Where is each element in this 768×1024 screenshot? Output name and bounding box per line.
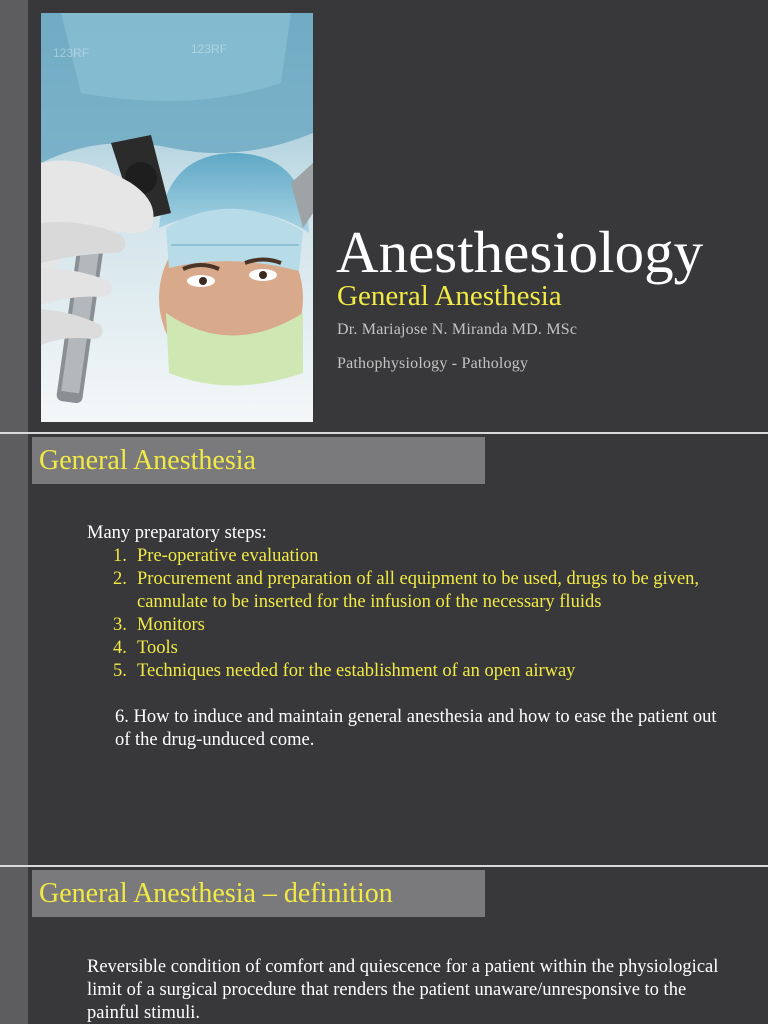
surgeon-illustration: [41, 13, 313, 422]
title-slide: [0, 0, 768, 432]
slide-side-stripe: [0, 434, 28, 865]
presentation-subtitle: General Anesthesia: [337, 280, 562, 312]
steps-list: [87, 545, 737, 683]
definition-slide: [0, 867, 768, 1024]
steps-intro: Many preparatory steps:: [87, 523, 267, 543]
slide-heading-box: [32, 870, 485, 917]
svg-text:123RF: 123RF: [53, 46, 90, 60]
preparatory-steps-slide: [0, 434, 768, 865]
slide-heading: General Anesthesia: [39, 445, 256, 476]
slide-heading-box: [32, 437, 485, 484]
list-item: 5. Techniques needed for the establishment of an open airway: [113, 661, 576, 681]
course-name: Pathophysiology - Pathology: [337, 355, 529, 372]
list-item: 1. Pre-operative evaluation: [113, 546, 319, 566]
svg-text:123RF: 123RF: [191, 42, 228, 56]
slide-side-stripe: [0, 0, 28, 432]
slide-side-stripe: [0, 867, 28, 1024]
presentation-title: Anesthesiology: [336, 219, 704, 285]
list-item: 3. Monitors: [113, 615, 205, 635]
author-name: Dr. Mariajose N. Miranda MD. MSc: [337, 321, 578, 338]
surgeon-photo: [41, 13, 313, 422]
step-six-text: 6. How to induce and maintain general anesthesia and how to ease the patient out of the drug-unduced come.: [115, 707, 717, 750]
list-item: 4. Tools: [113, 638, 178, 658]
list-item: 2. Procurement and preparation of all equipment to be used, drugs to be given, cannulate to be inserted for the infusion of the necessary fluids: [113, 569, 700, 612]
slide-heading: General Anesthesia – definition: [39, 878, 393, 909]
definition-text: Reversible condition of comfort and quiescence for a patient within the physiological limit of a surgical procedure that renders the patient unaware/unresponsive to the painful stimuli.: [87, 957, 719, 1023]
